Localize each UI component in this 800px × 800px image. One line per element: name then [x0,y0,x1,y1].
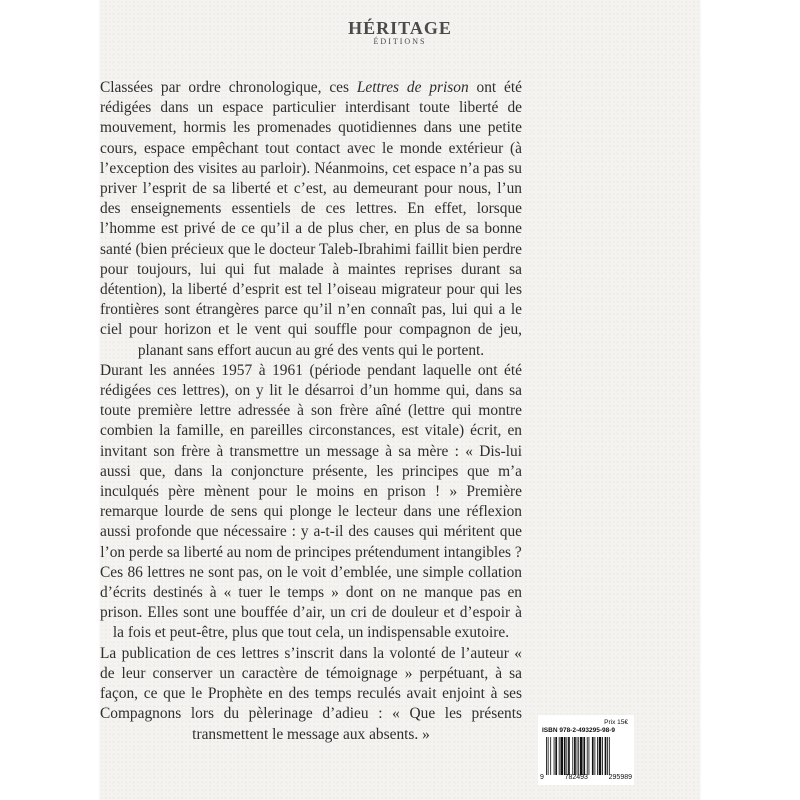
barcode-bar [546,737,547,775]
ean-first-digit: 9 [540,774,544,781]
paragraph-1: Classées par ordre chronologique, ces Lettres de prison ont été rédigées dans un espace particulier interdisant toute liberté de mouvement, hormis les promenades quotidiennes dans une petite cours, espace empêchant tout contact avec le monde extérieur (à l’exception des visites au parloir). Néanmoins, cet espace n’a pas su priver l’esprit de sa liberté et c’est, au demeurant pour nous, l’un des enseignements essentiels de ces lettres. En effet, lorsque l’homme est privé de ce qu’il a de plus cher, en plus de sa bonne santé (bien précieux que le docteur Taleb-Ibrahimi faillit bien perdre pour toujours, lui qui fut malade à maintes reprises durant sa détention), la liberté d’esprit est tel l’oiseau migrateur pour qui les frontières sont étrangères parce qu’il n’en connaît pas, lui qui a le ciel pour horizon et le vent qui souffle pour compagnon de jeu, planant sans effort aucun au gré des vents qui le portent. [100,79,522,359]
publisher-sub: ÉDITIONS [373,37,427,46]
barcode-bar [602,737,603,775]
ean-digits [540,774,632,781]
barcode-bar [594,737,595,775]
publisher-logo [100,18,700,46]
barcode-bar [578,737,579,775]
barcode-bar [609,737,610,775]
back-cover-text [100,78,522,745]
barcode-bar [580,737,583,775]
isbn: ISBN 978-2-493295-98-9 [542,727,615,734]
paragraph-3: Ces 86 lettres ne sont pas, on le voit d’emblée, une simple collation d’écrits destinés à « tuer le temps » dont on ne manque pas en prison. Elles sont une bouffée d’air, un cri de douleur et d’espoir à la fois et peut-être, plus que tout cela, un indispensable exutoire. [100,563,522,642]
barcode-bar [605,737,607,775]
barcode-bar [572,737,573,775]
price: Prix 15€ [604,719,628,726]
barcode-bar [607,737,608,775]
paragraph-4: La publication de ces lettres s’inscrit dans la volonté de l’auteur « de leur conserver un caractère de témoignage » perpétuant, à sa façon, ce que le Prophète en des temps reculés avait enjoint à ses Compagnons lors du pèlerinage d’adieu : « Que les présents transmettent le message aux absents. » [100,644,522,743]
ean-left-digits: 782493 [564,774,588,781]
barcode-bars [546,737,630,775]
book-title-italic: Lettres de prison [356,79,469,96]
barcode-bar [589,737,590,775]
barcode-bar [574,737,576,775]
barcode-bar [550,737,551,775]
barcode-bar [560,737,563,775]
barcode-bar [555,737,557,775]
paragraph-2: Durant les années 1957 à 1961 (période pendant laquelle ont été rédigées ces lettres), on y lit le désarroi d’un homme qui, dans sa toute première lettre adressée à son frère aîné (lettre qui montre combien la famille, en pareilles circonstances, est vitale) écrit, en invitant son frère à transmettre un message à sa mère : « Dis-lui aussi que, dans la conjoncture présente, les principes que m’a inculqués père mènent pour le moins en prison ! » Première remarque lourde de sens qui plonge le lecteur dans une réflexion aussi profonde que nécessaire : y a-t-il des causes qui méritent que l’on perde sa liberté au nom de principes prétendument intangibles ? [100,361,522,561]
barcode-bar [564,737,566,775]
barcode-bar [587,737,588,775]
barcode-bar [592,737,594,775]
barcode-bar [554,737,555,775]
barcode-bar [577,737,578,775]
ean-right-digits: 295989 [608,774,632,781]
barcode-bar [559,737,560,775]
publisher-name: HÉRITAGE [348,18,452,38]
barcode-bar [599,737,602,775]
barcode-bar [583,737,585,775]
barcode-bar [548,737,549,775]
barcode-bar [568,737,570,775]
barcode-bar [597,737,598,775]
barcode-bar [566,737,567,775]
barcode-label [538,715,634,785]
